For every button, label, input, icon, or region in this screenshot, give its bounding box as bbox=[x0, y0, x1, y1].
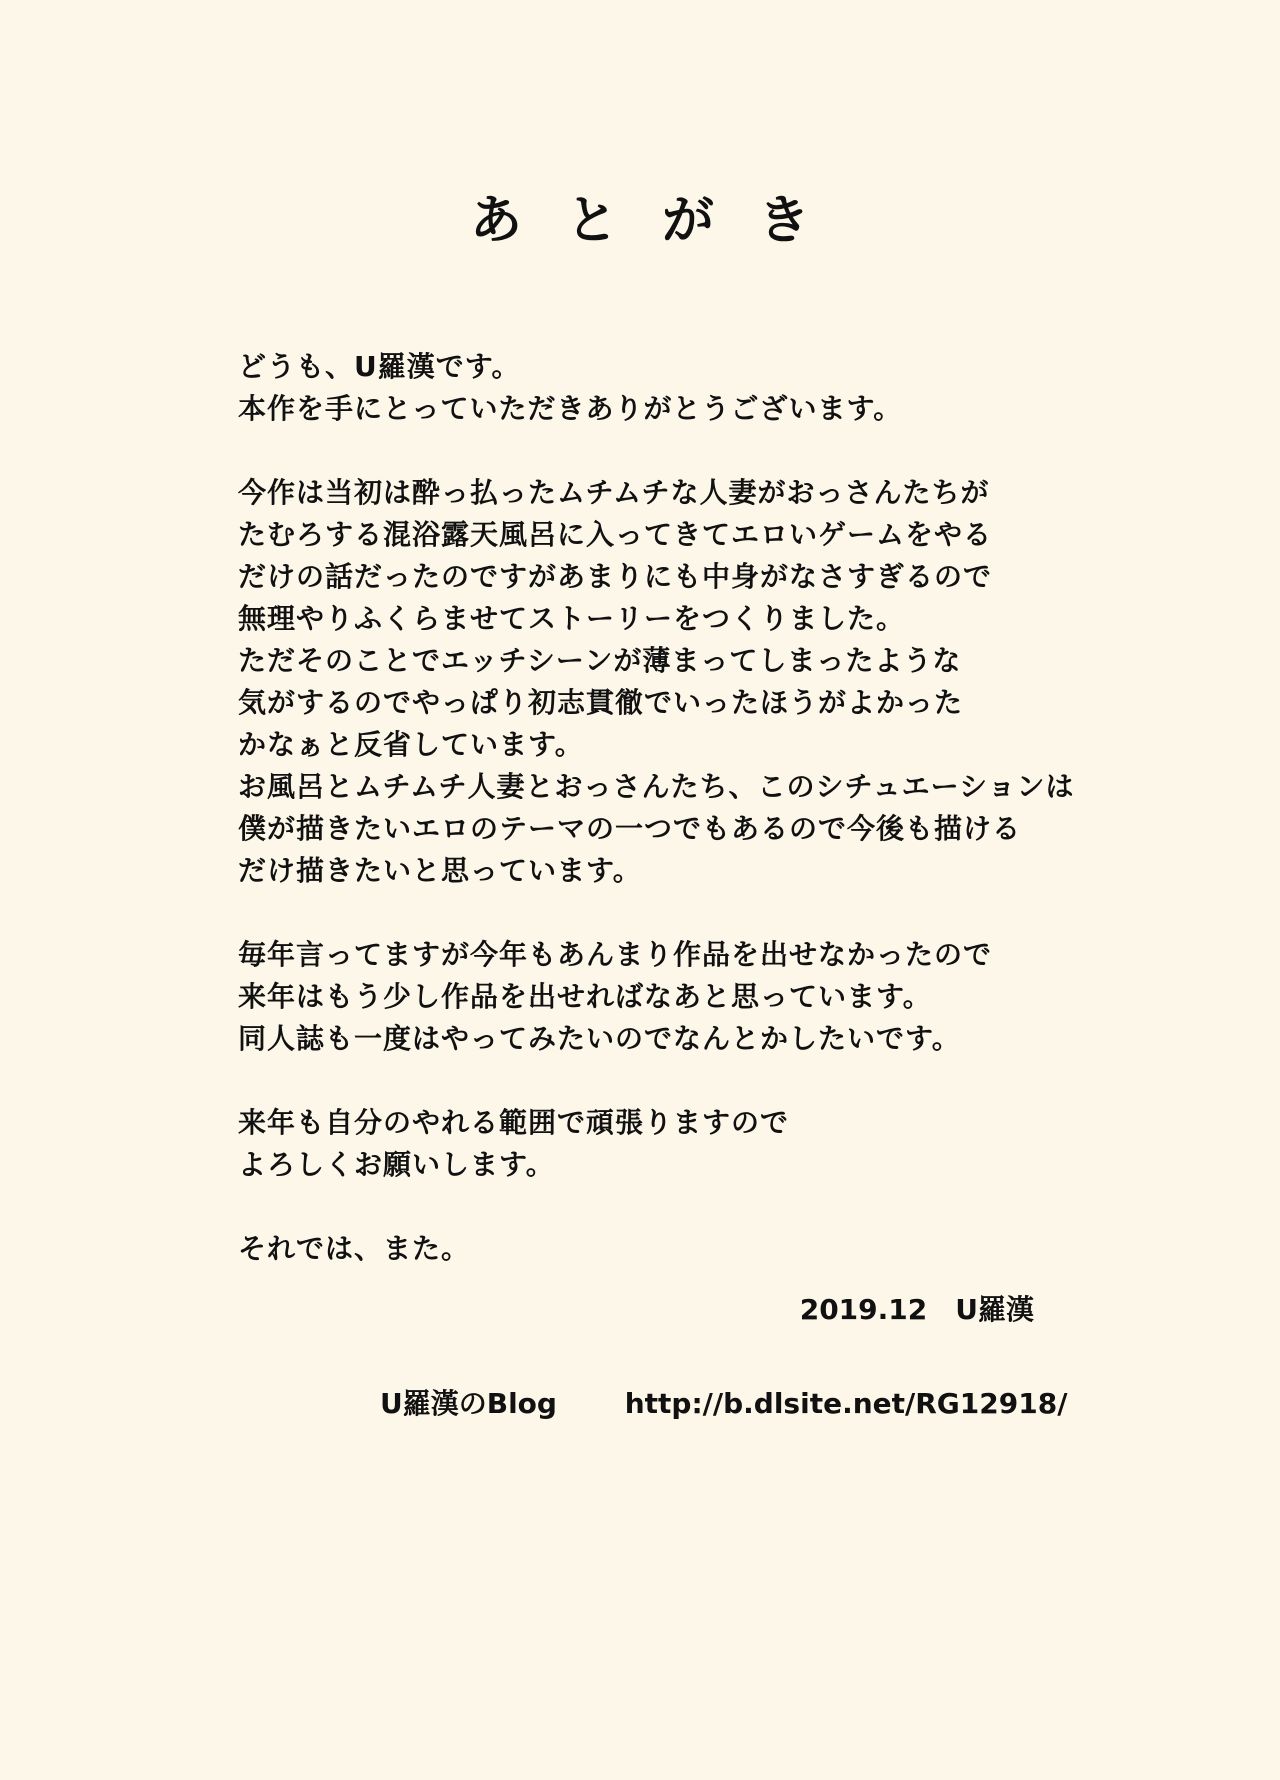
text-line: 毎年言ってますが今年もあんまり作品を出せなかったので bbox=[238, 938, 993, 971]
text-line: 気がするのでやっぱり初志貫徹でいったほうがよかった bbox=[238, 686, 964, 719]
text-line: 僕が描きたいエロのテーマの一つでもあるので今後も描ける bbox=[238, 812, 1022, 845]
afterword-body bbox=[238, 346, 1138, 1312]
paragraph-regards bbox=[238, 1102, 1138, 1186]
blog-link[interactable]: http://b.dlsite.net/RG12918/ bbox=[624, 1387, 1068, 1420]
text-line: 今作は当初は酔っ払ったムチムチな人妻がおっさんたちが bbox=[238, 476, 990, 509]
text-line: 本作を手にとっていただきありがとうございます。 bbox=[238, 392, 903, 425]
text-line: 来年も自分のやれる範囲で頑張りますので bbox=[238, 1106, 790, 1139]
text-line: どうも、U羅漢です。 bbox=[238, 350, 521, 383]
text-line: それでは、また。 bbox=[238, 1232, 471, 1265]
text-line: たむろする混浴露天風呂に入ってきてエロいゲームをやる bbox=[238, 518, 993, 551]
blog-info bbox=[380, 1384, 1067, 1424]
text-line: よろしくお願いします。 bbox=[238, 1148, 555, 1181]
text-line: 来年はもう少し作品を出せればなあと思っています。 bbox=[238, 980, 932, 1013]
text-line: お風呂とムチムチ人妻とおっさんたち、このシチュエーションは bbox=[238, 770, 1075, 803]
paragraph-greeting bbox=[238, 346, 1138, 430]
page-title: あとがき bbox=[469, 191, 854, 251]
text-line: かなぁと反省しています。 bbox=[238, 728, 584, 761]
text-line: 同人誌も一度はやってみたいのでなんとかしたいです。 bbox=[238, 1022, 961, 1055]
text-line: ただそのことでエッチシーンが薄まってしまったような bbox=[238, 644, 962, 677]
signature-date-author: 2019.12 U羅漢 bbox=[799, 1293, 1034, 1326]
paragraph-plans bbox=[238, 934, 1138, 1060]
text-line: 無理やりふくらませてストーリーをつくりました。 bbox=[238, 602, 906, 635]
paragraph-story bbox=[238, 472, 1138, 892]
paragraph-closing bbox=[238, 1228, 1138, 1270]
text-line: だけの話だったのですがあまりにも中身がなさすぎるので bbox=[238, 560, 993, 593]
text-line: だけ描きたいと思っています。 bbox=[238, 854, 642, 887]
blog-label: U羅漢のBlog bbox=[380, 1387, 557, 1420]
